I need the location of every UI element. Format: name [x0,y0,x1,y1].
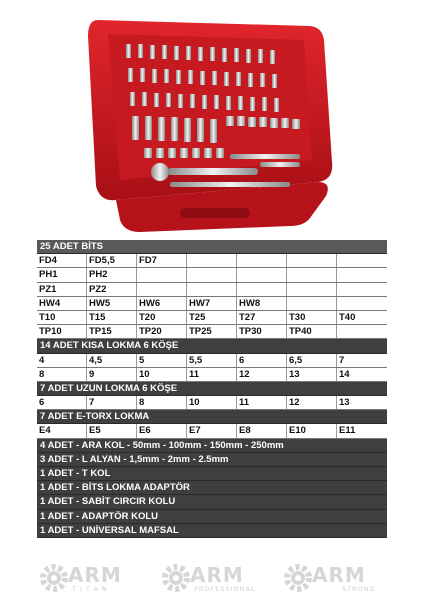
logo-word: ARM [312,563,366,587]
table-cell: 14 [339,368,350,380]
table-cell: HW5 [87,297,137,310]
table-cell [187,283,237,296]
table-cell: T30 [287,311,337,324]
table-cell: E6 [137,424,187,437]
table-cell: 11 [187,368,237,381]
table-cell [137,268,187,281]
table-cell: TP20 [137,325,187,338]
table-cell: 7 [87,396,137,409]
table-cell [287,283,337,296]
table-cell: 6 [237,354,287,367]
logo-arm-strong [282,562,392,596]
table-cell [287,268,337,281]
section-header-long-sockets: 7 ADET UZUN LOKMA 6 KÖŞE [37,382,387,396]
gear-icon [282,562,314,594]
table-cell: 10 [137,368,187,381]
table-row [37,268,387,282]
table-cell: PZ2 [87,283,137,296]
gear-icon [38,562,70,594]
section-header-short-sockets: 14 ADET KISA LOKMA 6 KÖŞE [37,339,387,353]
table-cell: FD4 [37,254,87,267]
item-row-allen-keys: 3 ADET - L ALYAN - 1,5mm - 2mm - 2.5mm [37,453,387,467]
table-cell: HW6 [137,297,187,310]
table-cell: E8 [237,424,287,437]
section-header-bits: 25 ADET BİTS [37,240,387,254]
table-cell: PZ1 [37,283,87,296]
table-row [37,368,387,382]
table-cell: E10 [287,424,337,437]
logo-arm-professional [160,562,270,596]
table-cell: 10 [187,396,237,409]
table-cell: 13 [339,397,350,409]
table-cell: 8 [137,396,187,409]
table-cell: TP10 [37,325,87,338]
logo-subtitle: PROFESSIONAL [194,585,256,593]
table-cell: T27 [237,311,287,324]
item-row-adapter-handle: 1 ADET - ADAPTÖR KOLU [37,510,387,524]
table-row [37,325,387,339]
table-cell: 13 [287,368,337,381]
table-cell: 7 [339,354,345,366]
table-cell [187,254,237,267]
table-cell [237,283,287,296]
table-row [37,254,387,268]
table-cell [287,254,337,267]
table-cell: E11 [339,425,356,437]
item-row-universal-joint: 1 ADET - UNİVERSAL MAFSAL [37,524,387,538]
table-cell: HW4 [37,297,87,310]
table-cell [337,297,387,310]
table-cell: 4,5 [87,354,137,367]
table-cell: E4 [37,424,87,437]
table-cell: 5 [137,354,187,367]
table-cell: 12 [237,368,287,381]
table-row [37,311,387,325]
table-cell: 6,5 [287,354,337,367]
table-cell: TP15 [87,325,137,338]
table-cell: PH1 [37,268,87,281]
table-cell [237,268,287,281]
table-cell: T10 [37,311,87,324]
item-row-t-handle: 1 ADET - T KOL [37,467,387,481]
table-row [37,297,387,311]
section-header-etorx: 7 ADET E-TORX LOKMA [37,410,387,424]
item-row-bit-adapter: 1 ADET - BİTS LOKMA ADAPTÖR [37,481,387,495]
table-cell: T15 [87,311,137,324]
table-cell: TP25 [187,325,237,338]
table-cell: 8 [37,368,87,381]
table-cell [337,283,387,296]
table-cell: HW8 [237,297,287,310]
item-row-extensions: 4 ADET - ARA KOL - 50mm - 100mm - 150mm - 250mm [37,439,387,453]
product-image [60,12,360,234]
table-cell [187,268,237,281]
table-cell [337,268,387,281]
logo-arm-titan [38,562,148,596]
gear-icon [160,562,192,594]
table-cell: HW7 [187,297,237,310]
table-row [37,283,387,297]
table-cell: T40 [339,311,356,323]
table-row [37,354,387,368]
logo-word: ARM [190,563,244,587]
logo-subtitle: TITAN [72,585,111,593]
brand-logos [0,558,424,598]
table-cell: PH2 [87,268,137,281]
table-cell [137,283,187,296]
table-cell [337,254,387,267]
table-row [37,396,387,410]
table-cell: 5,5 [187,354,237,367]
table-cell: E5 [87,424,137,437]
table-cell: T20 [137,311,187,324]
table-cell: FD5,5 [87,254,137,267]
item-row-ratchet: 1 ADET - SABİT CIRCIR KOLU [37,495,387,509]
spec-table [37,240,387,538]
table-cell: 11 [237,396,287,409]
table-cell [337,325,387,338]
table-cell: 4 [37,354,87,367]
table-cell: 12 [287,396,337,409]
logo-word: ARM [68,563,122,587]
table-cell: FD7 [137,254,187,267]
table-cell: 6 [37,396,87,409]
table-cell: TP40 [287,325,337,338]
table-cell [287,297,337,310]
table-cell: T25 [187,311,237,324]
logo-subtitle: STRONG [342,585,376,593]
table-row [37,424,387,438]
table-cell: TP30 [237,325,287,338]
table-cell [237,254,287,267]
table-cell: 9 [87,368,137,381]
table-cell: E7 [187,424,237,437]
